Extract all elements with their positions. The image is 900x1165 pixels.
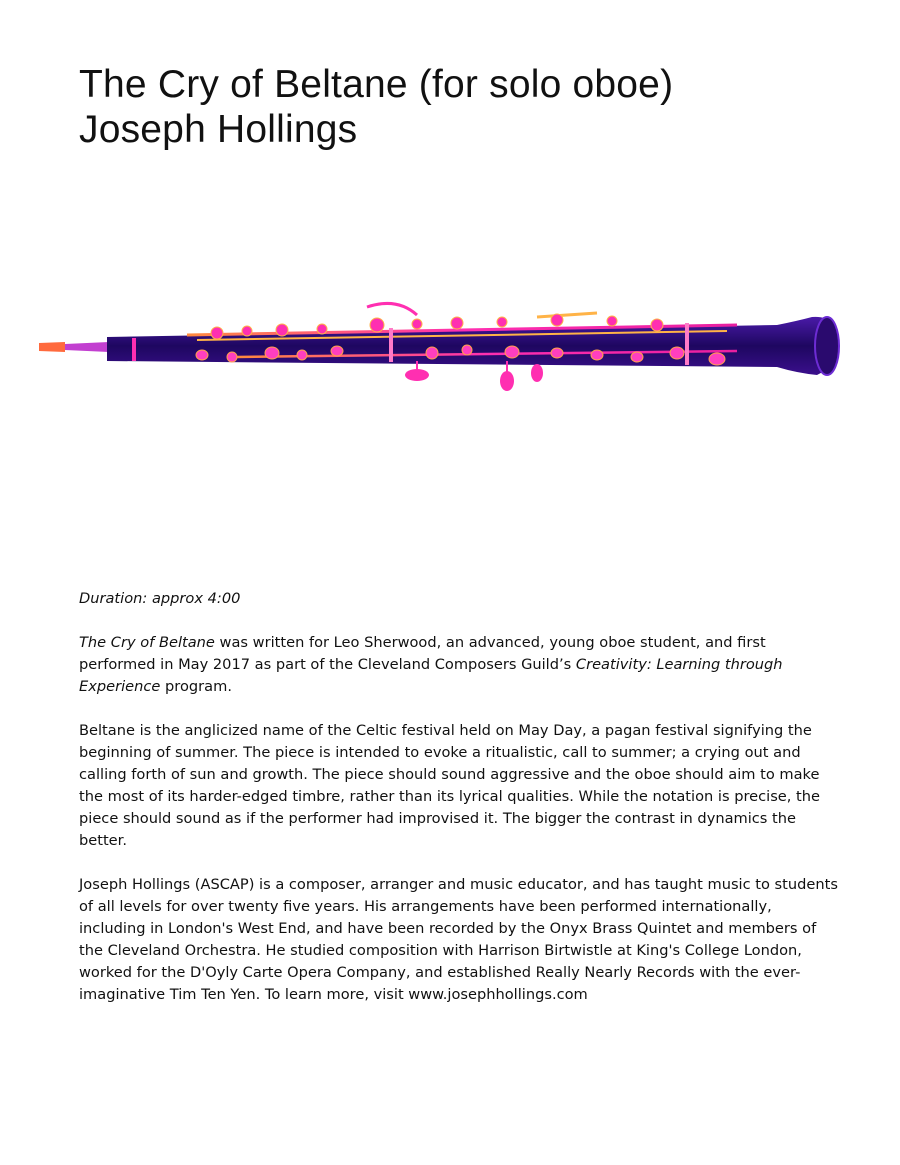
- para-commission-text-a: was written for Leo Sherwood, an advanced, young oboe student, and first performed in May 2017 as part of the Cleveland Composers Guild’s: [79, 634, 766, 673]
- bell-rim: [815, 317, 839, 375]
- para-commission: [79, 632, 839, 698]
- program-notes: [79, 588, 839, 1028]
- reed-tip: [39, 342, 65, 352]
- program-name: Creativity: Learning through Experience: [79, 656, 783, 695]
- title-line-composer: Joseph Hollings: [79, 108, 358, 151]
- work-title: The Cry of Beltane: [79, 634, 215, 651]
- duration-text: Duration: approx 4:00: [79, 590, 241, 607]
- oboe-icon: [37, 295, 841, 395]
- duration: [79, 588, 839, 610]
- para-commission-text-b: program.: [160, 678, 232, 695]
- reed-staple: [65, 342, 109, 352]
- page-title: [79, 62, 859, 152]
- title-line-piece: The Cry of Beltane (for solo oboe): [79, 63, 674, 106]
- para-description: Beltane is the anglicized name of the Celtic festival held on May Day, a pagan festival signifying the beginning of summer. The piece is intended to evoke a ritualistic, call to summer; a crying out and calling forth of sun and growth. The piece should sound aggressive and the oboe should aim to make the most of its harder-edged timbre, rather than its lyrical qualities. While the notation is precise, the piece should sound as if the performer had improvised it. The bigger the contrast in dynamics the better.: [79, 722, 821, 849]
- para-biography: Joseph Hollings (ASCAP) is a composer, arranger and music educator, and has taught music to students of all levels for over twenty five years. His arrangements have been performed internationally, including in London's West End, and have been recorded by the Onyx Brass Quintet and members of the Cleveland Orchestra. He studied composition with Harrison Birtwistle at King's College London, worked for the D'Oyly Carte Opera Company, and established Really Nearly Records with the ever-imaginative Tim Ten Yen. To learn more, visit www.josephhollings.com: [79, 876, 838, 1003]
